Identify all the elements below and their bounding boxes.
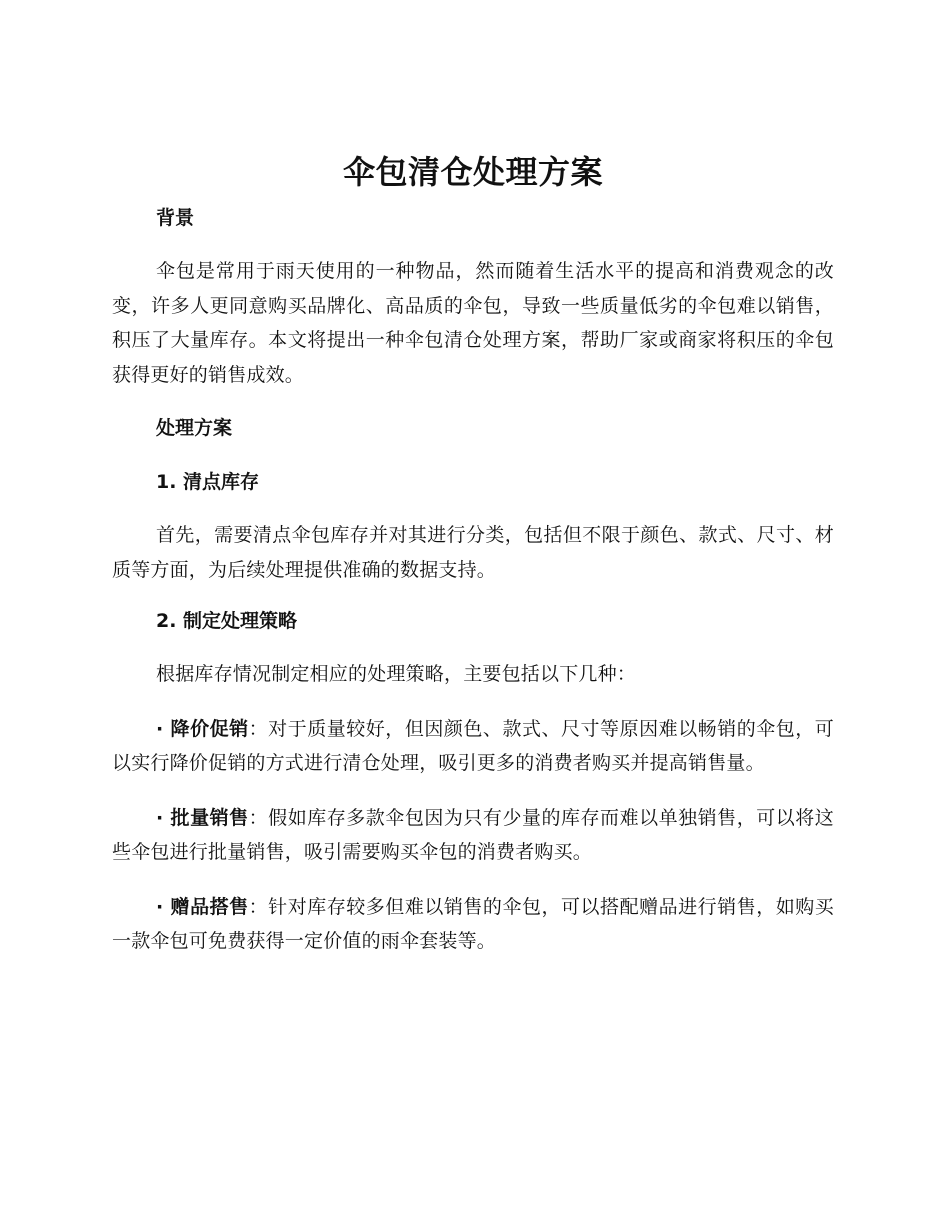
document-page [112,148,834,959]
bullet-text: ：针对库存较多但难以销售的伞包，可以搭配赠品进行销售，如购买一款伞包可免费获得一定价值的雨伞套装等。 [112,895,834,952]
step2-heading: 2. 制定处理策略 [156,610,298,632]
bullet-price-reduction [112,712,834,781]
bullet-term: · 降价促销 [156,717,249,740]
bullet-term: · 赠品搭售 [156,895,249,918]
bullet-term: · 批量销售 [156,806,249,829]
bullet-text: ：假如库存多款伞包因为只有少量的库存而难以单独销售，可以将这些伞包进行批量销售，吸引需要购买伞包的消费者购买。 [112,806,834,863]
bullet-gift-bundle [112,890,834,959]
step2-intro-paragraph: 根据库存情况制定相应的处理策略，主要包括以下几种： [156,663,637,685]
step1-paragraph: 首先，需要清点伞包库存并对其进行分类，包括但不限于颜色、款式、尺寸、材质等方面，为后续处理提供准确的数据支持。 [112,524,834,581]
bullet-text: ：对于质量较好，但因颜色、款式、尺寸等原因难以畅销的伞包，可以实行降价促销的方式进行清仓处理，吸引更多的消费者购买并提高销售量。 [112,717,834,774]
background-heading: 背景 [156,207,195,229]
background-paragraph: 伞包是常用于雨天使用的一种物品，然而随着生活水平的提高和消费观念的改变，许多人更同意购买品牌化、高品质的伞包，导致一些质量低劣的伞包难以销售，积压了大量库存。本文将提出一种伞包清仓处理方案，帮助厂家或商家将积压的伞包获得更好的销售成效。 [112,260,834,386]
step1-heading: 1. 清点库存 [156,471,260,493]
document-title: 伞包清仓处理方案 [342,153,603,191]
bullet-bulk-sale [112,801,834,870]
plan-heading: 处理方案 [156,417,233,439]
